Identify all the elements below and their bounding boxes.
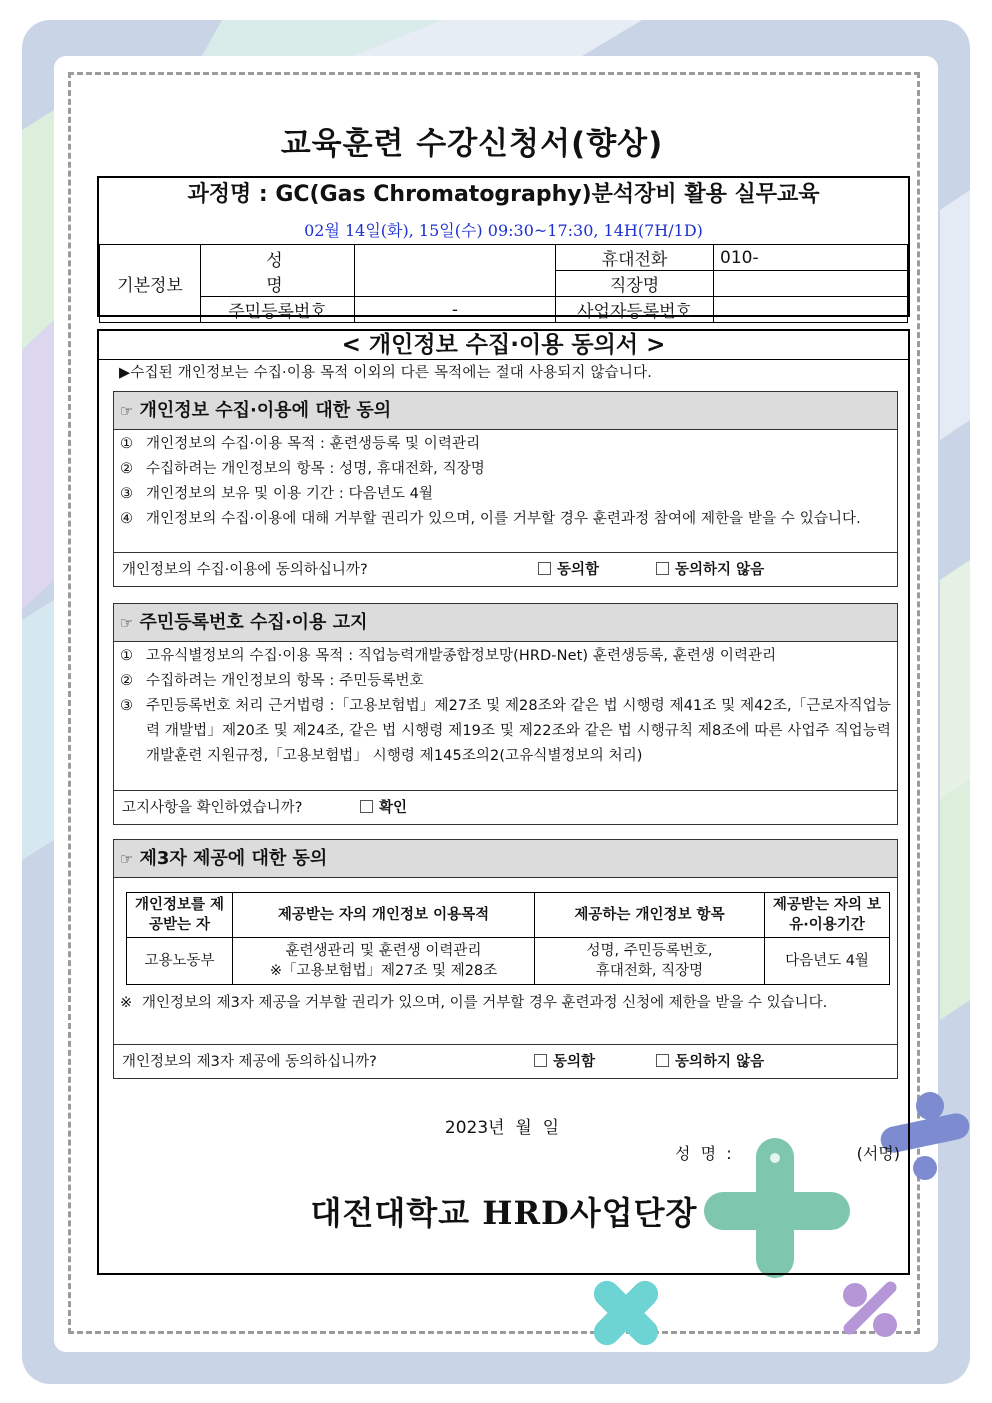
course-schedule: 02월 14일(화), 15일(수) 09:30~17:30, 14H(7H/1D): [304, 221, 703, 240]
course-name: 과정명 : GC(Gas Chromatography)분석장비 활용 실무교육: [187, 182, 820, 207]
checkbox-icon[interactable]: [656, 562, 669, 575]
list-item: ① 고유식별정보의 수집·이용 목적 : 직업능력개발종합정보망(HRD-Net) 훈련생등록, 훈련생 이력관리: [120, 648, 777, 664]
confirm-checkbox[interactable]: 확인: [360, 791, 407, 825]
consent-notice: ▶수집된 개인정보는 수집·이용 목적 이외의 다른 목적에는 절대 사용되지 않습니다.: [119, 365, 653, 381]
disagree-checkbox[interactable]: 동의하지 않음: [656, 553, 764, 587]
list-item: ④ 개인정보의 수집·이용에 대해 거부할 권리가 있으며, 이를 거부할 경우 훈련과정 참여에 제한을 받을 수 있습니다.: [120, 511, 861, 527]
checkbox-icon[interactable]: [656, 1054, 669, 1067]
signature-label: 성 명 :: [675, 1144, 732, 1163]
table-cell-items: 성명, 주민등록번호, 휴대전화, 직장명: [535, 938, 765, 985]
table-header: 제공받는 자의 개인정보 이용목적: [233, 893, 535, 938]
signature-line: [675, 1141, 900, 1164]
document-title: 교육훈련 수강신청서(향상): [280, 126, 664, 162]
list-item: ③ 개인정보의 보유 및 이용 기간 : 다음년도 4월: [120, 486, 434, 502]
section-heading-text: 개인정보 수집·이용에 대한 동의: [139, 400, 392, 421]
table-cell-recipient: 고용노동부: [127, 938, 233, 985]
third-party-note: ※ 개인정보의 제3자 제공을 거부할 권리가 있으며, 이를 거부할 경우 훈련과정 신청에 제한을 받을 수 있습니다.: [120, 995, 828, 1011]
consent-title: < 개인정보 수집·이용 동의서 >: [99, 331, 908, 360]
section-rrn-notice: [113, 603, 898, 825]
checkbox-icon[interactable]: [360, 800, 373, 813]
table-cell-period: 다음년도 4월: [765, 938, 890, 985]
section-heading: [114, 392, 897, 430]
workplace-label: 직장명: [556, 271, 714, 297]
third-party-table: [126, 892, 890, 985]
table-header: 제공하는 개인정보 항목: [535, 893, 765, 938]
name-label: 성 명: [201, 245, 355, 297]
consent-question-row: [114, 552, 897, 586]
name-field[interactable]: [355, 245, 556, 297]
section-heading: [114, 604, 897, 642]
rrn-label: 주민등록번호: [201, 297, 355, 323]
date-line: 2023년 월 일: [444, 1118, 560, 1138]
multiply-icon: [589, 1276, 664, 1351]
mobile-field[interactable]: 010-: [714, 245, 908, 271]
agree-checkbox[interactable]: 동의함: [538, 553, 599, 587]
checkbox-icon[interactable]: [534, 1054, 547, 1067]
section-heading-text: 주민등록번호 수집·이용 고지: [139, 612, 368, 633]
pointing-hand-icon: ☞: [120, 614, 134, 632]
disagree-checkbox[interactable]: 동의하지 않음: [656, 1045, 764, 1079]
consent-question-row: [114, 1044, 897, 1078]
checkbox-icon[interactable]: [538, 562, 551, 575]
consent-question: 개인정보의 수집·이용에 동의하십니까?: [122, 562, 368, 578]
consent-question: 개인정보의 제3자 제공에 동의하십니까?: [122, 1054, 377, 1070]
confirm-question-row: [114, 790, 897, 824]
list-item: ③ 주민등록번호 처리 근거법령 :「고용보험법」제27조 및 제28조와 같은 법 시행령 제41조 및 제42조,「근로자직업능력 개발법」제20조 및 제24조, 같은 법 시행령 제19조 및 제22조와 같은 법 시행규칙 제8조에 따른 사업주 직업능력개발훈련 지원규정,「고용보험법」 시행령 제145조의2(고유식별정보의 처리): [120, 698, 891, 764]
section-personal-info-consent: [113, 391, 898, 587]
table-cell-purpose: 훈련생관리 및 훈련생 이력관리 ※「고용보험법」제27조 및 제28조: [233, 938, 535, 985]
biz-number-field[interactable]: [714, 297, 908, 323]
agree-checkbox[interactable]: 동의함: [534, 1045, 595, 1079]
confirm-question: 고지사항을 확인하였습니까?: [122, 800, 303, 816]
pointing-hand-icon: ☞: [120, 850, 134, 868]
list-item: ① 개인정보의 수집·이용 목적 : 훈련생등록 및 이력관리: [120, 436, 481, 452]
table-header: 제공받는 자의 보유·이용기간: [765, 893, 890, 938]
basic-info-table: [99, 244, 908, 323]
organization-name: 대전대학교 HRD사업단장: [310, 1194, 698, 1232]
section-heading-text: 제3자 제공에 대한 동의: [139, 848, 328, 869]
section-heading: [114, 840, 897, 878]
workplace-field[interactable]: [714, 271, 908, 297]
rrn-field[interactable]: -: [355, 297, 556, 323]
biz-number-label: 사업자등록번호: [556, 297, 714, 323]
signature-field[interactable]: (서명): [856, 1144, 900, 1163]
list-item: ② 수집하려는 개인정보의 항목 : 주민등록번호: [120, 673, 424, 689]
list-item: ② 수집하려는 개인정보의 항목 : 성명, 휴대전화, 직장명: [120, 461, 485, 477]
table-header: 개인정보를 제공받는 자: [127, 893, 233, 938]
percent-icon: [841, 1279, 899, 1337]
section-third-party-consent: [113, 839, 898, 1079]
pointing-hand-icon: ☞: [120, 402, 134, 420]
course-info-box: [97, 176, 910, 322]
mobile-label: 휴대전화: [556, 245, 714, 271]
basic-info-label: 기본정보: [100, 245, 201, 323]
